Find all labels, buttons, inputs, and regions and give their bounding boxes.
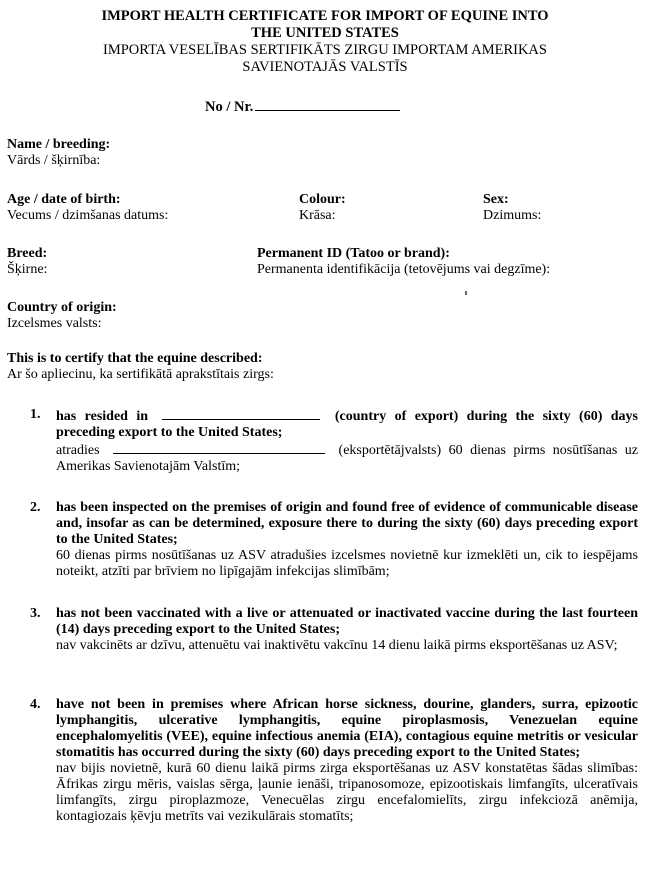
country-label-en: Country of origin: (7, 300, 117, 315)
colour-label-en: Colour: (299, 192, 346, 207)
certificate-number-blank (255, 97, 400, 111)
clause-1-en-end: (country of export) during the sixty (60) days preceding export to the United States; (56, 409, 639, 440)
clause-3 (30, 606, 638, 654)
breed-label-en: Breed: (7, 246, 48, 261)
clause-1-number: 1. (30, 407, 41, 422)
permanent-id-field (257, 246, 550, 278)
sex-label-en: Sex: (483, 192, 509, 207)
permanent-id-label-lv: Permanenta identifikācija (tetovējums vai degzīme): (257, 262, 551, 277)
clause-4-number: 4. (30, 697, 41, 712)
title-en-line2: THE UNITED STATES (251, 25, 399, 41)
clause-2-lv: 60 dienas pirms nosūtīšanas uz ASV atradušies izcelsmes novietnē kur izmeklēti un, cik to iespējams noteikt, atzīti par brīviem no lipīgajām infekcijas slimībām; (56, 548, 638, 579)
clause-4 (30, 697, 638, 825)
title-lv-line2: SAVIENOTAJĀS VALSTĪS (242, 59, 408, 75)
colour-label-lv: Krāsa: (299, 208, 336, 223)
speck-mark (465, 291, 467, 295)
certificate-number-label: No / Nr. (205, 99, 254, 115)
clause-3-number: 3. (30, 606, 41, 621)
country-label-lv: Izcelsmes valsts: (7, 316, 102, 331)
export-country-blank (162, 407, 320, 420)
breed-label-lv: Šķirne: (7, 262, 48, 277)
age-label-en: Age / date of birth: (7, 192, 121, 207)
clause-1 (30, 407, 638, 475)
sex-label-lv: Dzimums: (483, 208, 542, 223)
title-en-line1: IMPORT HEALTH CERTIFICATE FOR IMPORT OF EQUINE INTO (101, 8, 549, 24)
intro-lv: Ar šo apliecinu, ka sertifikātā aprakstītais zirgs: (7, 367, 274, 382)
age-field (7, 192, 168, 224)
clause-2 (30, 500, 638, 580)
clause-1-lv-end: (eksportētājvalsts) 60 dienas pirms nosūtīšanas uz Amerikas Savienotajām Valstīm; (56, 443, 639, 474)
clause-1-lv-start: atradies (56, 443, 100, 458)
intro-en: This is to certify that the equine described: (7, 351, 263, 366)
name-label-en: Name / breeding: (7, 137, 111, 152)
breed-field (7, 246, 47, 278)
certification-intro (7, 351, 274, 383)
clause-1-lv (56, 441, 638, 475)
country-field (7, 300, 117, 332)
age-label-lv: Vecums / dzimšanas datums: (7, 208, 169, 223)
document-header (0, 8, 650, 76)
name-field (7, 137, 110, 169)
clause-3-lv: nav vakcinēts ar dzīvu, attenuētu vai inaktivētu vakcīnu 14 dienu laikā pirms eksportēšanas uz ASV; (56, 638, 618, 653)
sex-field (483, 192, 541, 224)
title-lv-line1: IMPORTA VESELĪBAS SERTIFIKĀTS ZIRGU IMPORTAM AMERIKAS (103, 42, 547, 58)
clause-2-en: has been inspected on the premises of origin and found free of evidence of communicable disease and, insofar as can be determined, exposure there to during the sixty (60) days preceding export to the United States; (56, 500, 638, 547)
clause-1-en-start: has resided in (56, 409, 149, 424)
certificate-number (205, 97, 400, 115)
permanent-id-label-en: Permanent ID (Tatoo or brand): (257, 246, 450, 261)
clause-4-lv: nav bijis novietnē, kurā 60 dienu laikā pirms zirga eksportēšanas uz ASV konstatētas šādas slimības: Āfrikas zirgu mēris, vaislas sērga, ļaunie ienāši, tripanosomoze, epizootiskais limfangīts, ulceratīvais limfangīts, zirgu piroplazmoze, Venecuēlas zirgu encefalomielīts, zirgu infekciozā anēmija, kontagiozais ķēvju metrīts vai vezikulārais stomatīts; (56, 761, 638, 824)
colour-field (299, 192, 346, 224)
name-label-lv: Vārds / šķirnība: (7, 153, 101, 168)
clause-3-en: has not been vaccinated with a live or attenuated or inactivated vaccine during the last fourteen (14) days preceding export to the United States; (56, 606, 638, 637)
export-country-blank-lv (113, 441, 325, 454)
clause-2-number: 2. (30, 500, 41, 515)
clause-4-en: have not been in premises where African horse sickness, dourine, glanders, surra, epizootic lymphangitis, ulcerative lymphangitis, equine piroplasmosis, Venezuelan equine encephalomyelitis (VEE), equine infectious anemia (EIA), contagious equine metritis or vesicular stomatitis has occurred during the sixty (60) days preceding export to the United States; (56, 697, 638, 760)
clause-1-en (56, 407, 638, 441)
